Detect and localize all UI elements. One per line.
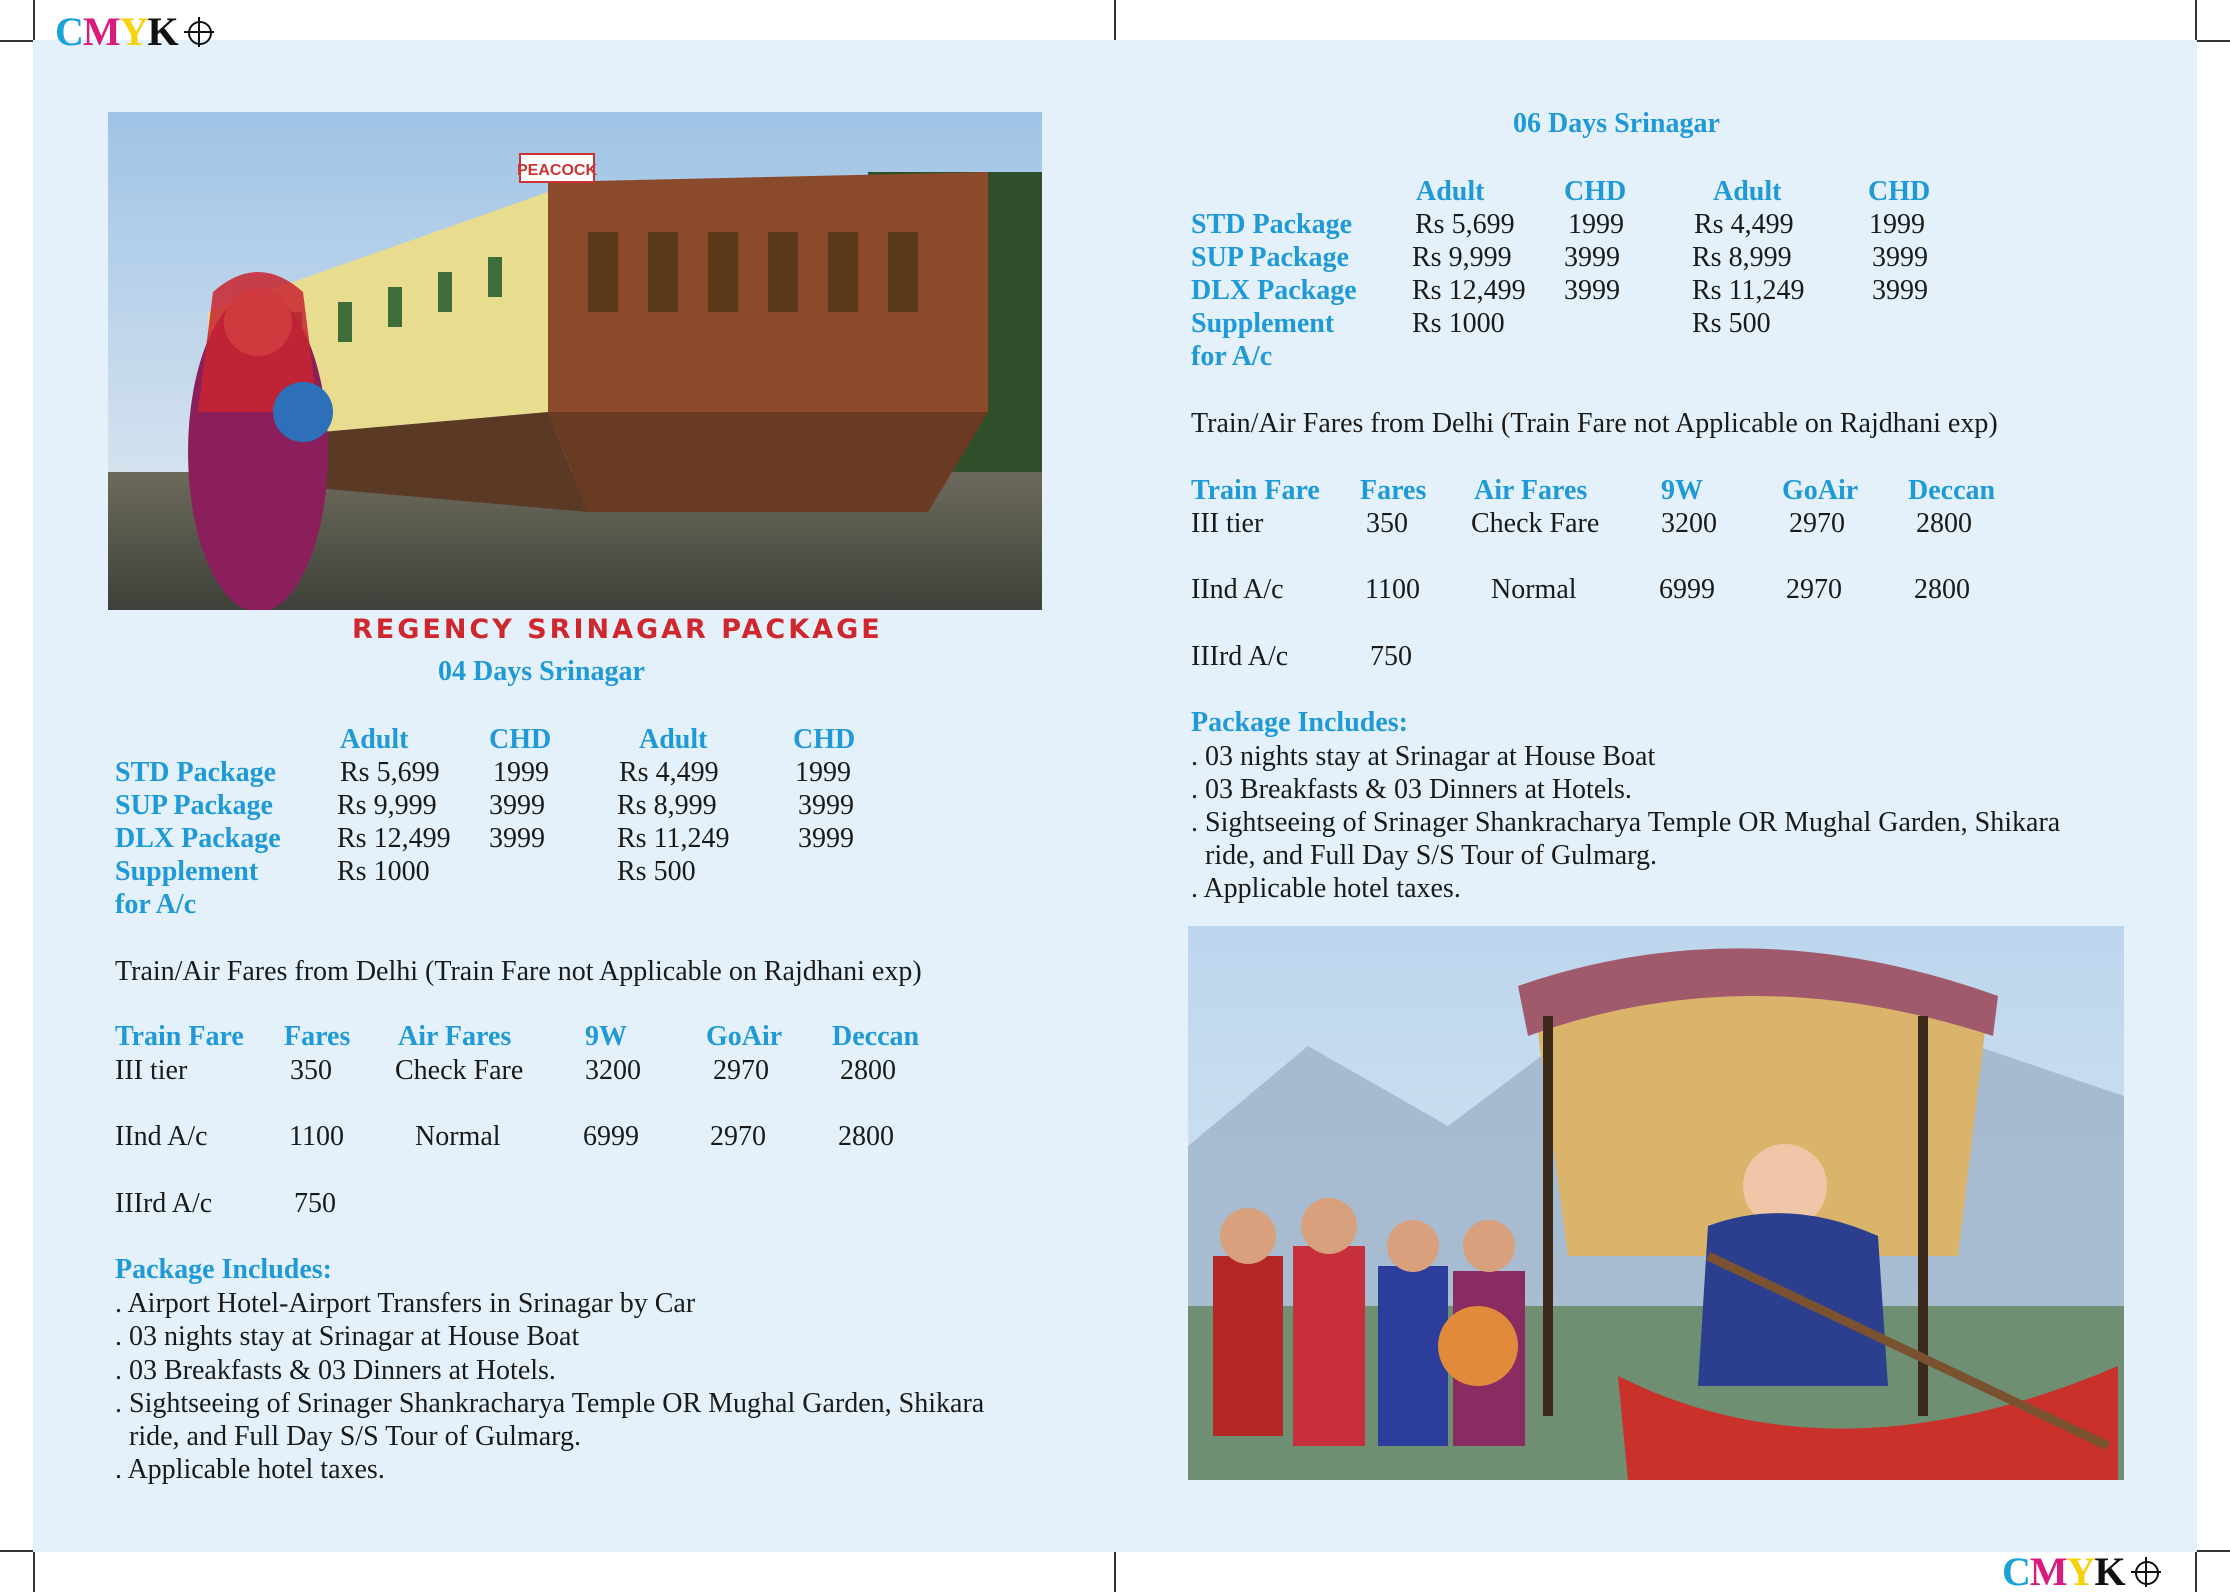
price-cell: 3999 <box>489 823 545 854</box>
fare-header: Fares <box>1360 475 1427 506</box>
fare-cell: IInd A/c <box>115 1121 208 1152</box>
fare-cell: 1100 <box>1365 574 1420 605</box>
list-item: . Sightseeing of Srinager Shankracharya Temple OR Mughal Garden, Shikara <box>1191 807 2061 838</box>
price-cell: Rs 5,699 <box>340 757 440 788</box>
fare-cell: 2800 <box>1914 574 1970 605</box>
price-row-label: SUP Package <box>1191 242 1349 273</box>
price-cell: Rs 12,499 <box>1412 275 1526 306</box>
crop-mark <box>33 1552 35 1592</box>
fare-cell: III tier <box>115 1055 188 1086</box>
left-subtitle: 04 Days Srinagar <box>438 656 645 687</box>
price-header: Adult <box>639 724 708 755</box>
price-cell: Rs 500 <box>617 856 696 887</box>
price-cell: Rs 1000 <box>337 856 430 887</box>
list-item: ride, and Full Day S/S Tour of Gulmarg. <box>115 1421 581 1452</box>
price-row-label: for A/c <box>115 889 197 920</box>
price-row-label: DLX Package <box>1191 275 1357 306</box>
includes-title: Package Includes: <box>1191 707 1408 738</box>
houseboat-photo <box>108 112 1042 610</box>
price-header: CHD <box>1868 176 1931 207</box>
fold-mark <box>1114 0 1116 40</box>
price-row-label: STD Package <box>115 757 276 788</box>
fare-cell: IIIrd A/c <box>1191 641 1289 672</box>
fare-cell: 350 <box>290 1055 332 1086</box>
price-cell: Rs 1000 <box>1412 308 1505 339</box>
shikara-photo <box>1188 926 2124 1480</box>
crop-mark <box>33 0 35 40</box>
price-header: CHD <box>1564 176 1627 207</box>
fare-header: GoAir <box>706 1021 783 1052</box>
fare-cell: 750 <box>1370 641 1412 672</box>
price-cell: 3999 <box>1564 275 1620 306</box>
fare-cell: 2970 <box>1789 508 1845 539</box>
price-cell: Rs 500 <box>1692 308 1771 339</box>
crop-mark <box>2197 1550 2230 1552</box>
fare-cell: 6999 <box>583 1121 639 1152</box>
price-header: CHD <box>489 724 552 755</box>
fare-cell: 2970 <box>710 1121 766 1152</box>
price-cell: Rs 5,699 <box>1415 209 1515 240</box>
price-cell: 1999 <box>493 757 549 788</box>
price-cell: 1999 <box>795 757 851 788</box>
fare-cell: 2800 <box>838 1121 894 1152</box>
fare-header: Fares <box>284 1021 351 1052</box>
price-cell: Rs 4,499 <box>619 757 719 788</box>
fare-cell: 2970 <box>713 1055 769 1086</box>
fare-header: 9W <box>585 1021 627 1052</box>
fare-cell: 2970 <box>1786 574 1842 605</box>
fare-cell: 350 <box>1366 508 1408 539</box>
fare-cell: IIIrd A/c <box>115 1188 213 1219</box>
crop-mark <box>0 40 33 42</box>
fare-cell: Normal <box>415 1121 501 1152</box>
price-cell: 3999 <box>798 823 854 854</box>
price-header: Adult <box>340 724 409 755</box>
price-cell: 3999 <box>1872 275 1928 306</box>
list-item: . 03 Breakfasts & 03 Dinners at Hotels. <box>1191 774 1632 805</box>
fare-cell: Normal <box>1491 574 1577 605</box>
price-cell: Rs 8,999 <box>617 790 717 821</box>
crop-mark <box>2195 1552 2197 1592</box>
price-row-label: DLX Package <box>115 823 281 854</box>
price-header: CHD <box>793 724 856 755</box>
fare-header: Air Fares <box>1474 475 1588 506</box>
price-cell: Rs 9,999 <box>1412 242 1512 273</box>
list-item: . Airport Hotel-Airport Transfers in Srinagar by Car <box>115 1288 696 1319</box>
list-item: . 03 Breakfasts & 03 Dinners at Hotels. <box>115 1355 556 1386</box>
price-cell: Rs 11,249 <box>617 823 730 854</box>
list-item: . 03 nights stay at Srinagar at House Boat <box>115 1321 580 1352</box>
list-item: . 03 nights stay at Srinagar at House Boat <box>1191 741 1656 772</box>
fare-cell: III tier <box>1191 508 1264 539</box>
fare-cell: 1100 <box>289 1121 344 1152</box>
fare-cell: Check Fare <box>395 1055 524 1086</box>
price-header: Adult <box>1713 176 1782 207</box>
price-row-label: SUP Package <box>115 790 273 821</box>
price-cell: 1999 <box>1869 209 1925 240</box>
fare-cell: 3200 <box>1661 508 1717 539</box>
package-title: REGENCY SRINAGAR PACKAGE <box>352 614 883 645</box>
fare-cell: 6999 <box>1659 574 1715 605</box>
price-row-label: Supplement <box>115 856 259 887</box>
list-item: . Applicable hotel taxes. <box>1191 873 1461 904</box>
fare-cell: Check Fare <box>1471 508 1600 539</box>
list-item: . Sightseeing of Srinager Shankracharya Temple OR Mughal Garden, Shikara <box>115 1388 985 1419</box>
cmyk-mark-bottom: C M Y K <box>2002 1548 2161 1595</box>
svg-text:PEACOCK: PEACOCK <box>516 162 598 179</box>
right-subtitle: 06 Days Srinagar <box>1513 108 1720 139</box>
price-row-label: Supplement <box>1191 308 1335 339</box>
price-cell: 3999 <box>1872 242 1928 273</box>
price-cell: 3999 <box>798 790 854 821</box>
fold-mark <box>1114 1552 1116 1592</box>
price-cell: Rs 9,999 <box>337 790 437 821</box>
list-item: ride, and Full Day S/S Tour of Gulmarg. <box>1191 840 1657 871</box>
fare-header: Deccan <box>1908 475 1996 506</box>
fare-cell: 2800 <box>1916 508 1972 539</box>
price-cell: 3999 <box>1564 242 1620 273</box>
crop-mark <box>2195 0 2197 40</box>
price-cell: Rs 4,499 <box>1694 209 1794 240</box>
price-cell: 3999 <box>489 790 545 821</box>
crop-mark <box>2197 40 2230 42</box>
price-cell: Rs 12,499 <box>337 823 451 854</box>
fare-cell: 3200 <box>585 1055 641 1086</box>
fare-cell: 750 <box>294 1188 336 1219</box>
registration-mark-icon <box>2131 1557 2161 1587</box>
price-row-label: STD Package <box>1191 209 1352 240</box>
price-cell: Rs 11,249 <box>1692 275 1805 306</box>
registration-mark-icon <box>184 17 214 47</box>
includes-title: Package Includes: <box>115 1254 332 1285</box>
fare-cell: IInd A/c <box>1191 574 1284 605</box>
fare-header: Air Fares <box>398 1021 512 1052</box>
fare-header: Deccan <box>832 1021 920 1052</box>
fare-header: Train Fare <box>115 1021 244 1052</box>
fare-cell: 2800 <box>840 1055 896 1086</box>
price-cell: 1999 <box>1568 209 1624 240</box>
list-item: . Applicable hotel taxes. <box>115 1454 385 1485</box>
fare-header: 9W <box>1661 475 1703 506</box>
fares-title: Train/Air Fares from Delhi (Train Fare not Applicable on Rajdhani exp) <box>1191 408 1998 439</box>
price-header: Adult <box>1416 176 1485 207</box>
price-row-label: for A/c <box>1191 341 1273 372</box>
crop-mark <box>0 1550 33 1552</box>
cmyk-mark-top: C M Y K <box>55 8 214 55</box>
fare-header: Train Fare <box>1191 475 1320 506</box>
fares-title: Train/Air Fares from Delhi (Train Fare not Applicable on Rajdhani exp) <box>115 956 922 987</box>
price-cell: Rs 8,999 <box>1692 242 1792 273</box>
fare-header: GoAir <box>1782 475 1859 506</box>
